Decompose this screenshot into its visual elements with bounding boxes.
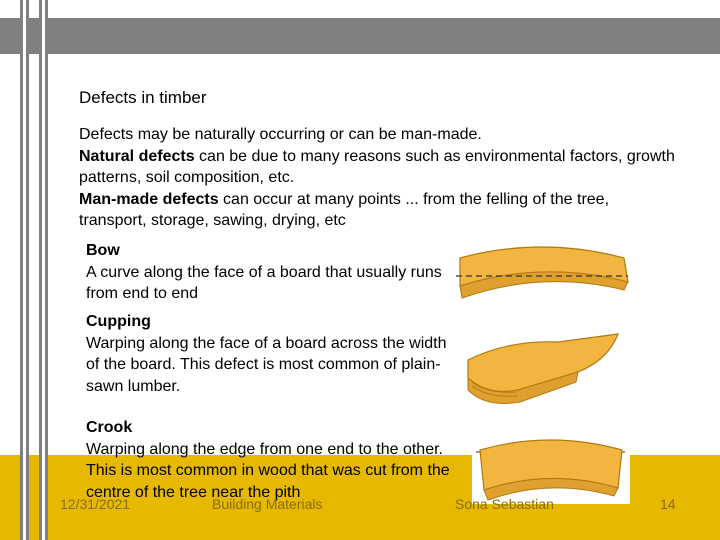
defect-bow (86, 240, 456, 305)
footer-author: Sona Sebastian (455, 496, 554, 512)
cupping-board-illustration (458, 320, 628, 410)
top-decor-bar (0, 18, 720, 54)
intro-line: Defects may be naturally occurring or can be man-made. (79, 126, 482, 143)
footer-course: Building Materials (212, 496, 323, 512)
natural-defects-text: can be due to many reasons such as environmental factors, growth patterns, soil composition, etc. (79, 147, 675, 186)
intro-text (79, 124, 679, 232)
defect-name: Crook (86, 419, 133, 436)
bow-board-illustration (452, 238, 632, 308)
vertical-decor-line-1-inner (23, 0, 26, 540)
footer-page-number: 14 (660, 496, 676, 512)
manmade-defects-term: Man-made defects (79, 190, 219, 208)
defect-name: Cupping (86, 313, 151, 330)
slide-title: Defects in timber (79, 88, 207, 107)
defect-cupping (86, 311, 456, 397)
manmade-defects-paragraph (79, 189, 679, 232)
crook-board-illustration (472, 428, 630, 504)
natural-defects-term: Natural defects (79, 147, 195, 165)
manmade-defects-text: can occur at many points ... from the felling of the tree, transport, storage, sawing, drying, etc (79, 190, 610, 229)
vertical-decor-line-2-inner (42, 0, 45, 540)
natural-defects-paragraph (79, 146, 679, 189)
defect-description: A curve along the face of a board that usually runs from end to end (86, 263, 442, 302)
defect-name: Bow (86, 242, 120, 259)
footer-date: 12/31/2021 (60, 496, 131, 512)
defect-description: Warping along the face of a board across the width of the board. This defect is most common of plain-sawn lumber. (86, 334, 447, 395)
defect-description: Warping along the edge from one end to the other. This is most common in wood that was cut from the centre of the tree near the pith (86, 440, 450, 501)
defect-crook (86, 417, 456, 503)
